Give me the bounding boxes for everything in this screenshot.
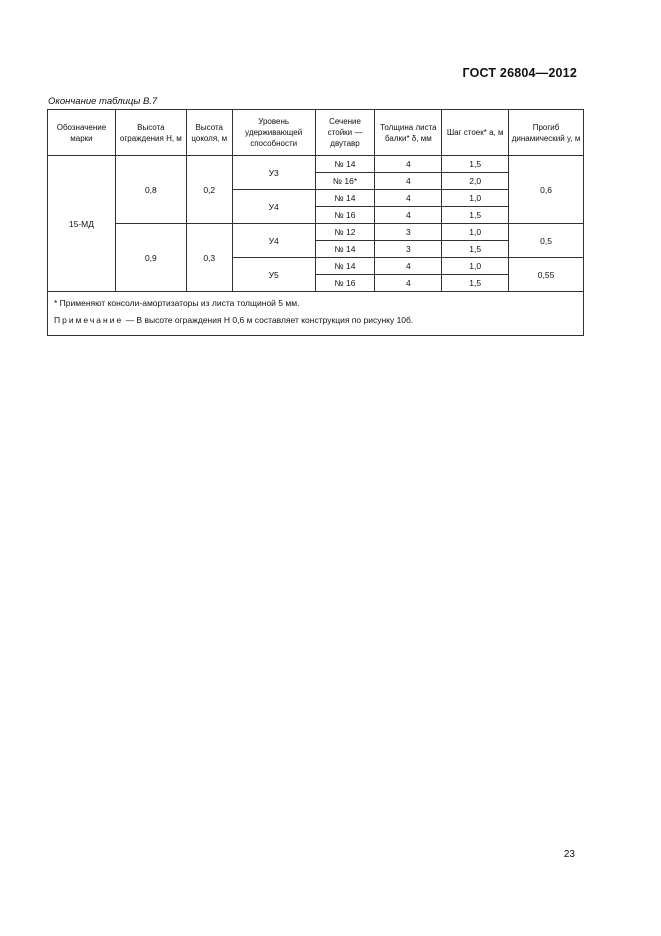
section-cell: № 14 [315, 241, 375, 258]
section-cell: № 14 [315, 190, 375, 207]
table-remark [54, 312, 577, 329]
document-standard-number: ГОСТ 26804—2012 [462, 66, 577, 80]
column-header: Обозначение марки [48, 110, 116, 156]
section-cell: № 14 [315, 156, 375, 173]
section-cell: № 16* [315, 173, 375, 190]
deflection-cell: 0,55 [509, 258, 584, 292]
step-cell: 1,5 [442, 207, 509, 224]
column-header: Толщина листа балки* δ, мм [375, 110, 442, 156]
deflection-cell: 0,5 [509, 224, 584, 258]
step-cell: 1,0 [442, 258, 509, 275]
column-header: Уровень удерживающей способности [232, 110, 315, 156]
height-cell: 0,9 [115, 224, 186, 292]
level-cell: У5 [232, 258, 315, 292]
column-header: Шаг стоек* a, м [442, 110, 509, 156]
thickness-cell: 4 [375, 156, 442, 173]
thickness-cell: 3 [375, 224, 442, 241]
level-cell: У3 [232, 156, 315, 190]
table-notes-row [48, 292, 584, 336]
thickness-cell: 3 [375, 241, 442, 258]
remark-text: — В высоте ограждения H 0,6 м составляет конструкция по рисунку 10б. [123, 315, 414, 325]
step-cell: 1,5 [442, 156, 509, 173]
data-table [47, 109, 584, 336]
step-cell: 1,5 [442, 241, 509, 258]
deflection-cell: 0,6 [509, 156, 584, 224]
table-notes [48, 292, 584, 336]
section-cell: № 16 [315, 207, 375, 224]
step-cell: 1,0 [442, 190, 509, 207]
plinth-cell: 0,3 [186, 224, 232, 292]
table-caption: Окончание таблицы В.7 [48, 96, 158, 107]
mark-cell: 15-МД [48, 156, 116, 292]
height-cell: 0,8 [115, 156, 186, 224]
table-row [48, 156, 584, 173]
thickness-cell: 4 [375, 275, 442, 292]
column-header: Прогиб динамический y, м [509, 110, 584, 156]
column-header: Высота цоколя, м [186, 110, 232, 156]
section-cell: № 14 [315, 258, 375, 275]
page-number: 23 [563, 849, 575, 860]
thickness-cell: 4 [375, 258, 442, 275]
thickness-cell: 4 [375, 173, 442, 190]
column-header: Высота ограждения H, м [115, 110, 186, 156]
level-cell: У4 [232, 224, 315, 258]
step-cell: 1,0 [442, 224, 509, 241]
column-header: Сечение стойки — двутавр [315, 110, 375, 156]
step-cell: 2,0 [442, 173, 509, 190]
table-header-row [48, 110, 584, 156]
table-footnote: * Применяют консоли-амортизаторы из листа толщиной 5 мм. [54, 298, 300, 308]
thickness-cell: 4 [375, 190, 442, 207]
section-cell: № 12 [315, 224, 375, 241]
thickness-cell: 4 [375, 207, 442, 224]
section-cell: № 16 [315, 275, 375, 292]
step-cell: 1,5 [442, 275, 509, 292]
table-row [48, 224, 584, 241]
level-cell: У4 [232, 190, 315, 224]
plinth-cell: 0,2 [186, 156, 232, 224]
remark-label: Примечание [54, 315, 124, 325]
